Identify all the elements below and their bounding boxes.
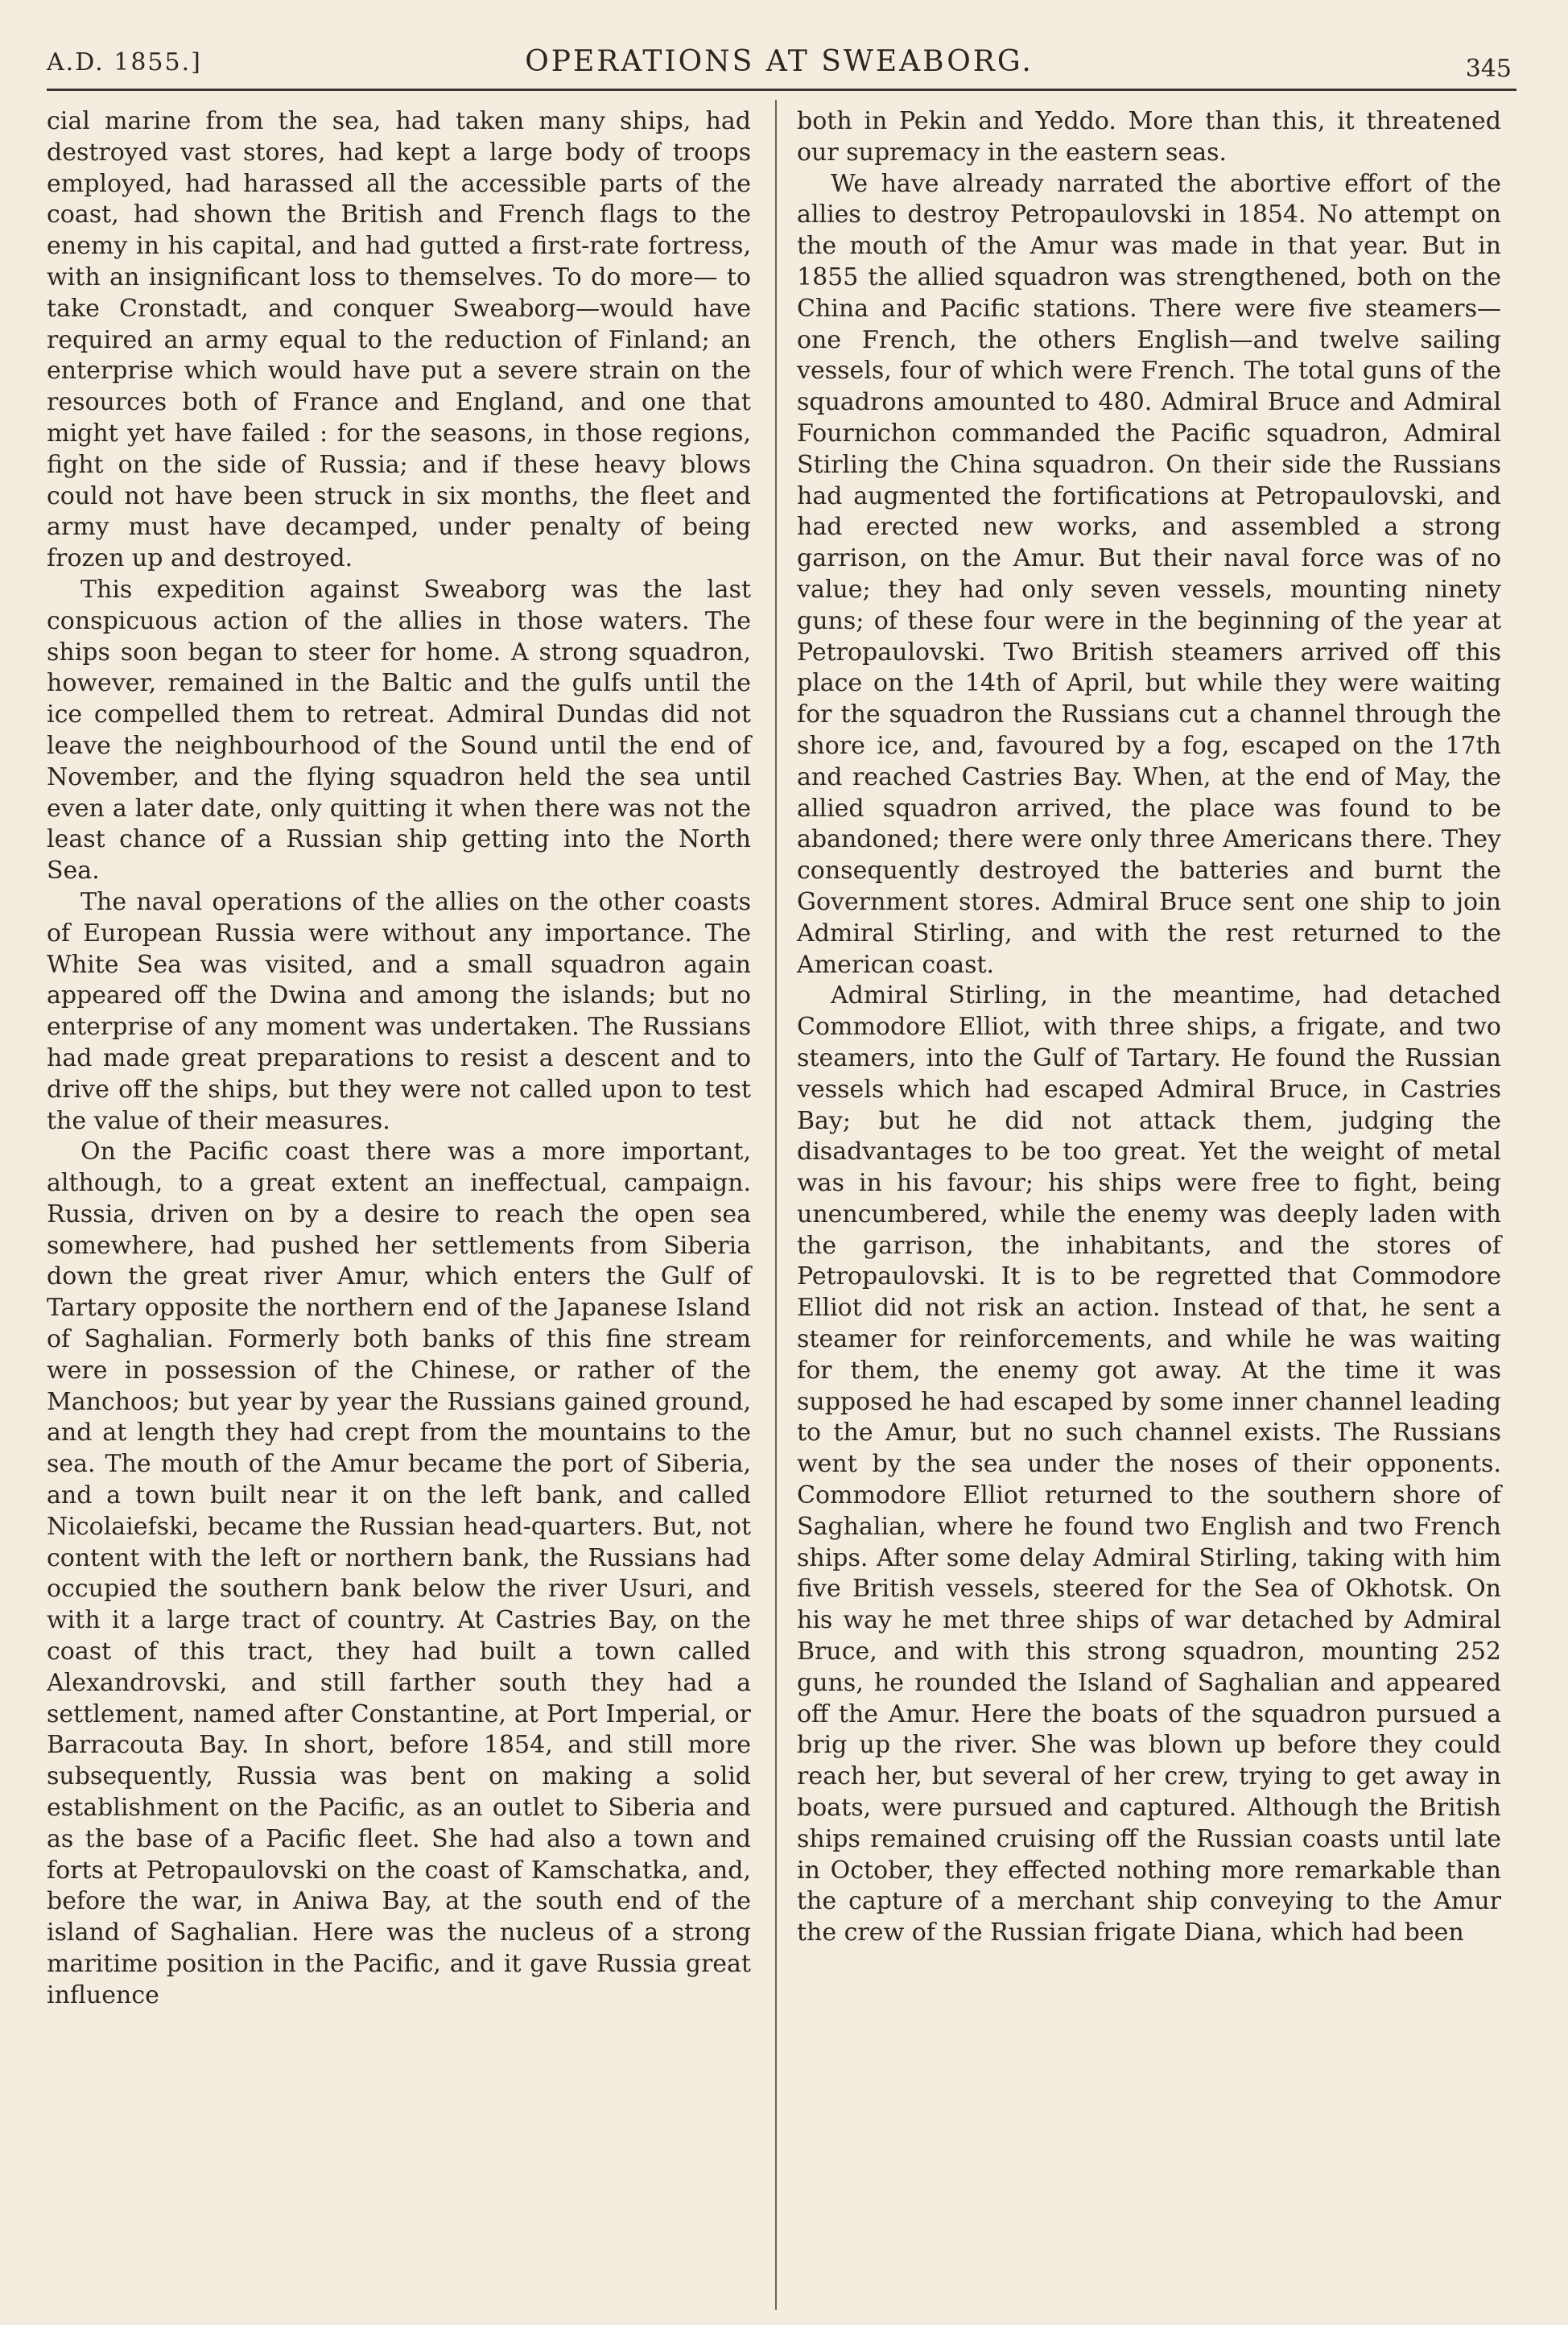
header-rule — [47, 89, 1516, 91]
running-header — [47, 42, 1512, 87]
left-column — [47, 106, 751, 2012]
paragraph: This expedition against Sweaborg was the last conspicuous action of the allies in those waters. The ships soon began to steer for home. A strong squadron, however, remained in the Baltic and the gulfs until the ice compelled them to retreat. Admiral Dundas did not leave the neighbourhood of the Sound until the end of November, and the flying squadron held the sea until even a later date, only quitting it when there was not the least chance of a Russian ship getting into the North Sea. — [47, 575, 751, 886]
column-divider — [775, 100, 777, 2310]
paragraph: We have already narrated the abortive effort of the allies to destroy Petropaulovski in 1854. No attempt on the mouth of the Amur was made in that year. But in 1855 the allied squadron was strengthened, both on the China and Pacific stations. There were five steamers— one French, the others English—and twelve sailing vessels, four of which were French. The total guns of the squadrons amounted to 480. Admiral Bruce and Admiral Fournichon commanded the Pacific squadron, Admiral Stirling the China squadron. On their side the Russians had augmented the fortifications at Petropaulovski, and had erected new works, and assembled a strong garrison, on the Amur. But their naval force was of no value; they had only seven vessels, mounting ninety guns; of these four were in the beginning of the year at Petropaulovski. Two British steamers arrived off this place on the 14th of April, but while they were waiting for the squadron the Russians cut a channel through the shore ice, and, favoured by a fog, escaped on the 17th and reached Castries Bay. When, at the end of May, the allied squadron arrived, the place was found to be abandoned; there were only three Americans there. They consequently destroyed the batteries and burnt the Government stores. Admiral Bruce sent one ship to join Admiral Stirling, and with the rest returned to the American coast. — [797, 169, 1501, 979]
paragraph: On the Pacific coast there was a more important, although, to a great extent an ineffectual, campaign. Russia, driven on by a desire to reach the open sea somewhere, had pushed her settlements from Siberia down the great river Amur, which enters the Gulf of Tartary opposite the northern end of the Japanese Island of Saghalian. Formerly both banks of this fine stream were in possession of the Chinese, or rather of the Manchoos; but year by year the Russians gained ground, and at length they had crept from the mountains to the sea. The mouth of the Amur became the port of Siberia, and a town built near it on the left bank, and called Nicolaiefski, became the Russian head-quarters. But, not content with the left or northern bank, the Russians had occupied the southern bank below the river Usuri, and with it a large tract of country. At Castries Bay, on the coast of this tract, they had built a town called Alexandrovski, and still farther south they had a settlement, named after Constantine, at Port Imperial, or Barracouta Bay. In short, before 1854, and still more subsequently, Russia was bent on making a solid establishment on the Pacific, as an outlet to Siberia and as the base of a Pacific fleet. She had also a town and forts at Petropaulovski on the coast of Kamschatka, and, before the war, in Aniwa Bay, at the south end of the island of Saghalian. Here was the nucleus of a strong maritime position in the Pacific, and it gave Russia great influence — [47, 1138, 751, 2009]
date-reference: A.D. 1855.] — [47, 48, 202, 76]
right-column — [797, 106, 1501, 1949]
paragraph: Admiral Stirling, in the meantime, had detached Commodore Elliot, with three ships, a frigate, and two steamers, into the Gulf of Tartary. He found the Russian vessels which had escaped Admiral Bruce, in Castries Bay; but he did not attack them, judging the disadvantages to be too great. Yet the weight of metal was in his favour; his ships were free to fight, being unencumbered, while the enemy was deeply laden with the garrison, the inhabitants, and the stores of Petropaulovski. It is to be regretted that Commodore Elliot did not risk an action. Instead of that, he sent a steamer for reinforcements, and while he was waiting for them, the enemy got away. At the time it was supposed he had escaped by some inner channel leading to the Amur, but no such channel exists. The Russians went by the sea under the noses of their opponents. Commodore Elliot returned to the southern shore of Saghalian, where he found two English and two French ships. After some delay Admiral Stirling, taking with him five British vessels, steered for the Sea of Okhotsk. On his way he met three ships of war detached by Admiral Bruce, and with this strong squadron, mounting 252 guns, he rounded the Island of Saghalian and appeared off the Amur. Here the boats of the squadron pursued a brig up the river. She was blown up before they could reach her, but several of her crew, trying to get away in boats, were pursued and captured. Although the British ships remained cruising off the Russian coasts until late in October, they effected nothing more remarkable than the capture of a merchant ship conveying to the Amur the crew of the Russian frigate Diana, which had been — [797, 981, 1501, 1947]
paragraph: both in Pekin and Yeddo. More than this, it threatened our supremacy in the eastern seas. — [797, 107, 1501, 167]
running-title: OPERATIONS AT SWEABORG. — [525, 45, 1034, 78]
paragraph: cial marine from the sea, had taken many ships, had destroyed vast stores, had kept a large body of troops employed, had harassed all the accessible parts of the coast, had shown the British and French flags to the enemy in his capital, and had gutted a first-rate fortress, with an insignificant loss to themselves. To do more— to take Cronstadt, and conquer Sweaborg—would have required an army equal to the reduction of Finland; an enterprise which would have put a severe strain on the resources both of France and England, and one that might yet have failed : for the seasons, in those regions, fight on the side of Russia; and if these heavy blows could not have been struck in six months, the fleet and army must have decamped, under penalty of being frozen up and destroyed. — [47, 107, 751, 573]
page-number: 345 — [1465, 55, 1512, 83]
paragraph: The naval operations of the allies on the other coasts of European Russia were without any importance. The White Sea was visited, and a small squadron again appeared off the Dwina and among the islands; but no enterprise of any moment was undertaken. The Russians had made great preparations to resist a descent and to drive off the ships, but they were not called upon to test the value of their measures. — [47, 887, 751, 1135]
